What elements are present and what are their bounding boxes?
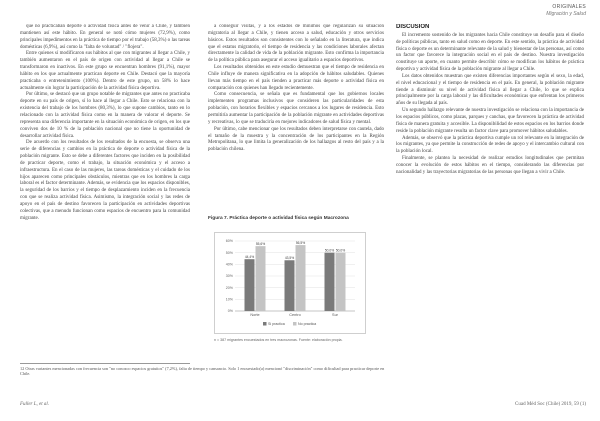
y-tick-label: 10% bbox=[225, 297, 233, 302]
paragraph: a conseguir visitas, y a los estados de mínimos que regularizan su situación migratoria al llegar a Chile, y tienen acceso a salud, educación y otros servicios básicos. Estos resultados son consistentes con lo señalado en la literatura, que indica que el estatus migratorio, el tiempo de residencia y las condiciones laborales afectan directamente la calidad de vida de la población migrante. Esto confirma la importancia de la política pública para asegurar el acceso igualitario a espacios deportivos. bbox=[208, 24, 384, 64]
y-tick-label: 40% bbox=[225, 262, 233, 267]
bar-value-label: 56,5% bbox=[295, 240, 306, 245]
section-heading: DISCUSIÓN bbox=[396, 24, 430, 30]
footnote-divider bbox=[20, 363, 190, 364]
bar-chart-svg bbox=[215, 233, 365, 333]
running-title: Migración y Salud bbox=[546, 11, 586, 17]
y-tick-label: 30% bbox=[225, 274, 233, 279]
bar-value-label: 44,4% bbox=[244, 255, 255, 259]
y-tick-label: 50% bbox=[225, 250, 233, 255]
text-column-2 bbox=[208, 24, 384, 210]
text-column-1 bbox=[20, 24, 190, 356]
x-tick-label: Sur bbox=[332, 313, 338, 317]
figure-caption: Figura 7. Práctica deporte o actividad física según Macrozona bbox=[208, 216, 349, 221]
paragraph: Los datos obtenidos muestran que existen diferencias importantes según el sexo, la edad, el nivel educacional y el tiempo de residencia en el país. En general, la población migrante tiende a disminuir su nivel de actividad física al llegar a Chile, lo que se explica principalmente por la carga laboral y las dificultades económicas que enfrentan los primeros años de su llegada al país. bbox=[396, 73, 584, 107]
bar bbox=[256, 246, 266, 311]
paragraph: Además, se observó que la práctica deportiva cumple un rol relevante en la integración de los migrantes, ya que permite la construcción de redes de apoyo y el intercambio cultural con la población local. bbox=[396, 135, 584, 155]
bar-value-label: 43,5% bbox=[284, 256, 295, 261]
paragraph: que no practicaban deporte o actividad física antes de venir a Chile, y también mantienen así este hábito. En general se notó cómo mujeres (72,9%), como principales impedimentos en la práctica de tiempo por el trabajo (58,3%) o las tareas domésticas (6,9%), así como la "falta de voluntad" / "flojera". bbox=[20, 24, 190, 50]
paragraph: Los resultados obtenidos en este estudio demuestran que el tiempo de residencia en Chile influye de manera significativa en la adopción de hábitos saludables. Quienes llevan más tiempo en el país tienden a practicar más deporte o actividad física en comparación con quienes han llegado recientemente. bbox=[208, 65, 384, 91]
legend-label: Si practica bbox=[268, 322, 285, 326]
paragraph: El incremento sostenido de los migrantes hacia Chile constituye un desafío para el diseño de políticas públicas, tanto en salud como en deporte. En este sentido, la práctica de actividad física o deporte es un determinante relevante de la salud y bienestar de las personas, así como un factor que favorece la integración social en el país de destino. Nuestra investigación constituye un aporte, en cuanto permite describir cómo se modifican los hábitos de práctica deportiva y actividad física de la población migrante al llegar a Chile. bbox=[396, 32, 584, 73]
x-tick-label: Norte bbox=[250, 313, 260, 317]
bar-value-label: 50,0% bbox=[324, 248, 335, 253]
paragraph: Un segundo hallazgo relevante de nuestra investigación se relaciona con la importancia de los espacios públicos, como plazas, parques y canchas, que favorecen la práctica de actividad física de manera gratuita y accesible. La disponibilidad de estos espacios en los barrios donde reside la población migrante resulta un factor clave para promover hábitos saludables. bbox=[396, 108, 584, 134]
paragraph: Por último, se destacó que un grupo notable de migrantes que antes no practicaba deporte en su país de origen, sí lo hace al llegar a Chile. Esto se relaciona con la existencia del trabajo de los hombres (80,3%), lo que supone cambios, tanto en lo relacionado con la actividad física como en la manera de valorar el deporte. Se representa una diferencia importante en la situación económica de origen, en los que conviven dos de 10 % de la población nacional que no tiene la oportunidad de desarrollar actividad física. bbox=[20, 92, 190, 139]
paragraph: Como consecuencia, se señala que es fundamental que los gobiernos locales implementen programas inclusivos que consideren las particularidades de esta población, con horarios flexibles y espacios cercanos a los lugares de residencia. Esto permitiría aumentar la participación de la población migrante en actividades deportivas y recreativas, lo que se traduciría en mejores indicadores de salud física y mental. bbox=[208, 92, 384, 125]
y-tick-label: 60% bbox=[225, 239, 233, 244]
paragraph: Por último, cabe mencionar que los resultados deben interpretarse con cautela, dado el tamaño de la muestra y la concentración de los participantes en la Región Metropolitana, lo que limita la generalización de los hallazgos al resto del país y a la población chilena. bbox=[208, 126, 384, 153]
section-label: ORIGINALES bbox=[552, 4, 586, 10]
y-tick-label: 20% bbox=[225, 285, 233, 290]
bar bbox=[336, 253, 346, 311]
footnote: 12 Otras variantes mencionadas con frecuencia son "no conozco espacios gratuitos" (7,2%), falta de tiempo y cansancio. Solo 1 encuestado(a) mencionó "discriminación" como dificultad para practicar deporte en Chile. bbox=[20, 366, 385, 377]
footer-citation: Cuad Méd Soc (Chile) 2019, 59 (1) bbox=[515, 402, 586, 407]
y-tick-label: 0% bbox=[227, 309, 233, 314]
legend-swatch bbox=[293, 322, 297, 326]
text-column-3 bbox=[396, 24, 584, 386]
bar-value-label: 55,6% bbox=[255, 241, 266, 246]
paragraph: De acuerdo con los resultados de los resultados de la encuesta, se observa una serie de diferencias y cambios en la práctica de deporte o actividad física de la población migrante. Esto se debe a diferentes factores que inciden en la posibilidad de practicar deporte, como el trabajo, la situación económica y el acceso a infraestructura. En el caso de las mujeres, las tareas domésticas y el cuidado de los hijos aparecen como principales obstáculos, mientras que en los hombres la carga laboral es el factor determinante. Además, se evidencia que los espacios disponibles, la seguridad de los barrios y el tiempo de desplazamiento inciden en la frecuencia con que se realiza actividad física. Asimismo, la integración social y las redes de apoyo en el país de destino favorecen la participación en actividades deportivas colectivas, que a menudo funcionan como espacios de encuentro para la comunidad migrante. bbox=[20, 140, 190, 221]
bar-value-label: 50,0% bbox=[335, 248, 346, 253]
running-header bbox=[546, 4, 586, 17]
bar bbox=[296, 245, 306, 311]
figure-note: n = 387 migrantes encuestados en tres macrozonas. Fuente: elaboración propia. bbox=[214, 338, 343, 342]
footer-authors: Fuller L, et al. bbox=[20, 402, 50, 407]
bar bbox=[245, 259, 255, 311]
legend-swatch bbox=[263, 322, 267, 326]
bar bbox=[325, 253, 335, 311]
paragraph: Finalmente, se plantea la necesidad de realizar estudios longitudinales que permitan conocer la evolución de estos hábitos en el tiempo, considerando las diferencias por nacionalidad y las trayectorias migratorias de las personas que llegan a vivir a Chile. bbox=[396, 156, 584, 175]
legend-label: No practica bbox=[298, 322, 317, 326]
x-tick-label: Centro bbox=[289, 313, 301, 317]
paragraph: Entre quienes sí modificaron sus hábitos al que con migrantes al llegar a Chile, y también aumentaron en el país de origen con actividad al llegar a Chile se transformaron en inactivos. En este grupo se encuentran hombres (91,1%), mayor hábito en los que actualmente practican deporte en Chile. Destacó que la mayoría practicaba o entretenimiento (100%). Dentro de este grupo, un 58% lo hace actualmente sin lograr la participación de la actividad física deportiva. bbox=[20, 51, 190, 91]
bar bbox=[285, 260, 295, 311]
bar-chart bbox=[214, 232, 366, 334]
